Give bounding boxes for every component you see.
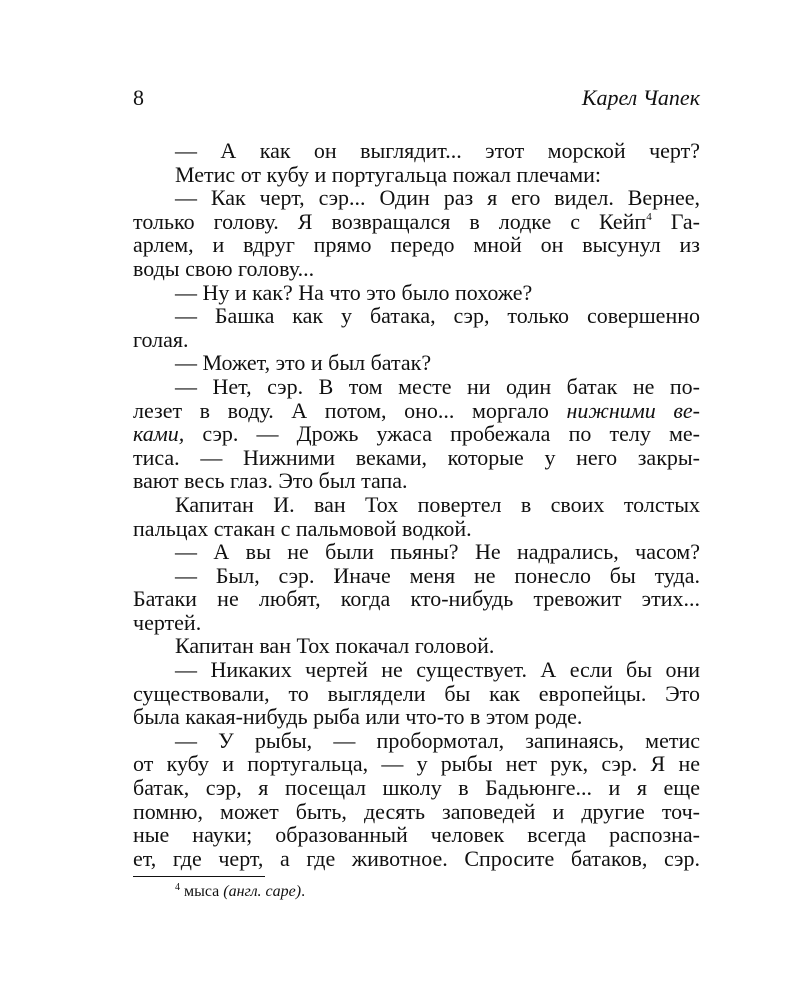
text-line: Капитан И. ван Тох повертел в своих толстых [175, 491, 700, 517]
footnote-end: . [301, 883, 306, 900]
text-span: сэр. — Дрожь ужаса пробежала по телу ме- [184, 421, 700, 447]
footnote-reference: 4 [646, 210, 652, 223]
text-line: Капитан ван Тох покачал головой. [175, 633, 495, 659]
text-line: от кубу и португальца, — у рыбы нет рук, сэр. Я не [133, 751, 700, 777]
text-line: — У рыбы, — пробормотал, запинаясь, метис [175, 727, 700, 753]
running-head-author: Карел Чапек [581, 85, 700, 110]
text-line: батак, сэр, я посещал школу в Бадьюнге... и я еще [133, 775, 700, 801]
footnote-divider [133, 876, 265, 877]
text-line [133, 422, 700, 446]
text-line: Метис от кубу и португальца пожал плечами: [175, 161, 602, 187]
text-line: — Никаких чертей не существует. А если бы они [175, 657, 700, 683]
footnote-italic: (англ. cape) [223, 883, 302, 900]
text-span: Га- [651, 208, 700, 234]
text-line: — Может, это и был батак? [175, 350, 432, 376]
text-line: арлем, и вдруг прямо передо мной он высунул из [133, 232, 700, 258]
text-line: Батаки не любят, когда кто-нибудь тревожит этих... [133, 586, 700, 612]
text-line: — А как он выглядит... этот морской черт? [175, 138, 700, 163]
footnote-marker: 4 [175, 882, 180, 893]
text-line: чертей. [133, 609, 202, 635]
text-line: ные науки; образованный человек всегда распозна- [133, 822, 700, 848]
italic-span: ками, [133, 421, 185, 447]
text-line: ет, где черт, а где животное. Спросите батаков, сэр. [133, 845, 700, 871]
text-line: пальцах стакан с пальмовой водкой. [133, 515, 472, 541]
text-line: — Был, сэр. Иначе меня не понесло бы туда. [175, 562, 700, 588]
text-span: лезет в воду. А потом, оно... моргало [133, 397, 567, 423]
text-line: была какая-нибудь рыба или что-то в этом роде. [133, 704, 583, 730]
body-text [133, 139, 700, 870]
text-line: — Как черт, сэр... Один раз я его видел. Вернее, [175, 185, 700, 211]
text-line: существовали, то выглядели бы как европейцы. Это [133, 680, 700, 706]
text-line [133, 210, 700, 234]
text-line: голая. [133, 326, 189, 352]
text-line: — А вы не были пьяны? Не надрались, часом? [175, 539, 700, 565]
text-line: — Ну и как? На что это было похоже? [175, 279, 533, 305]
text-line [133, 399, 700, 423]
text-line: вают весь глаз. Это был тапа. [133, 468, 408, 494]
text-line: тиса. — Нижними веками, которые у него закры- [133, 444, 700, 470]
footnote [175, 882, 305, 902]
italic-span: нижними ве- [566, 397, 700, 423]
footnote-text: мыса [180, 883, 224, 900]
text-line: помню, может быть, десять заповедей и другие точ- [133, 798, 700, 824]
text-span: только голову. Я возвращался в лодке с Кейп [133, 208, 647, 234]
text-line: — Башка как у батака, сэр, только совершенно [175, 303, 700, 329]
text-line: — Нет, сэр. В том месте ни один батак не по- [175, 373, 700, 399]
page-number: 8 [133, 85, 144, 110]
text-line: воды свою голову... [133, 255, 315, 281]
